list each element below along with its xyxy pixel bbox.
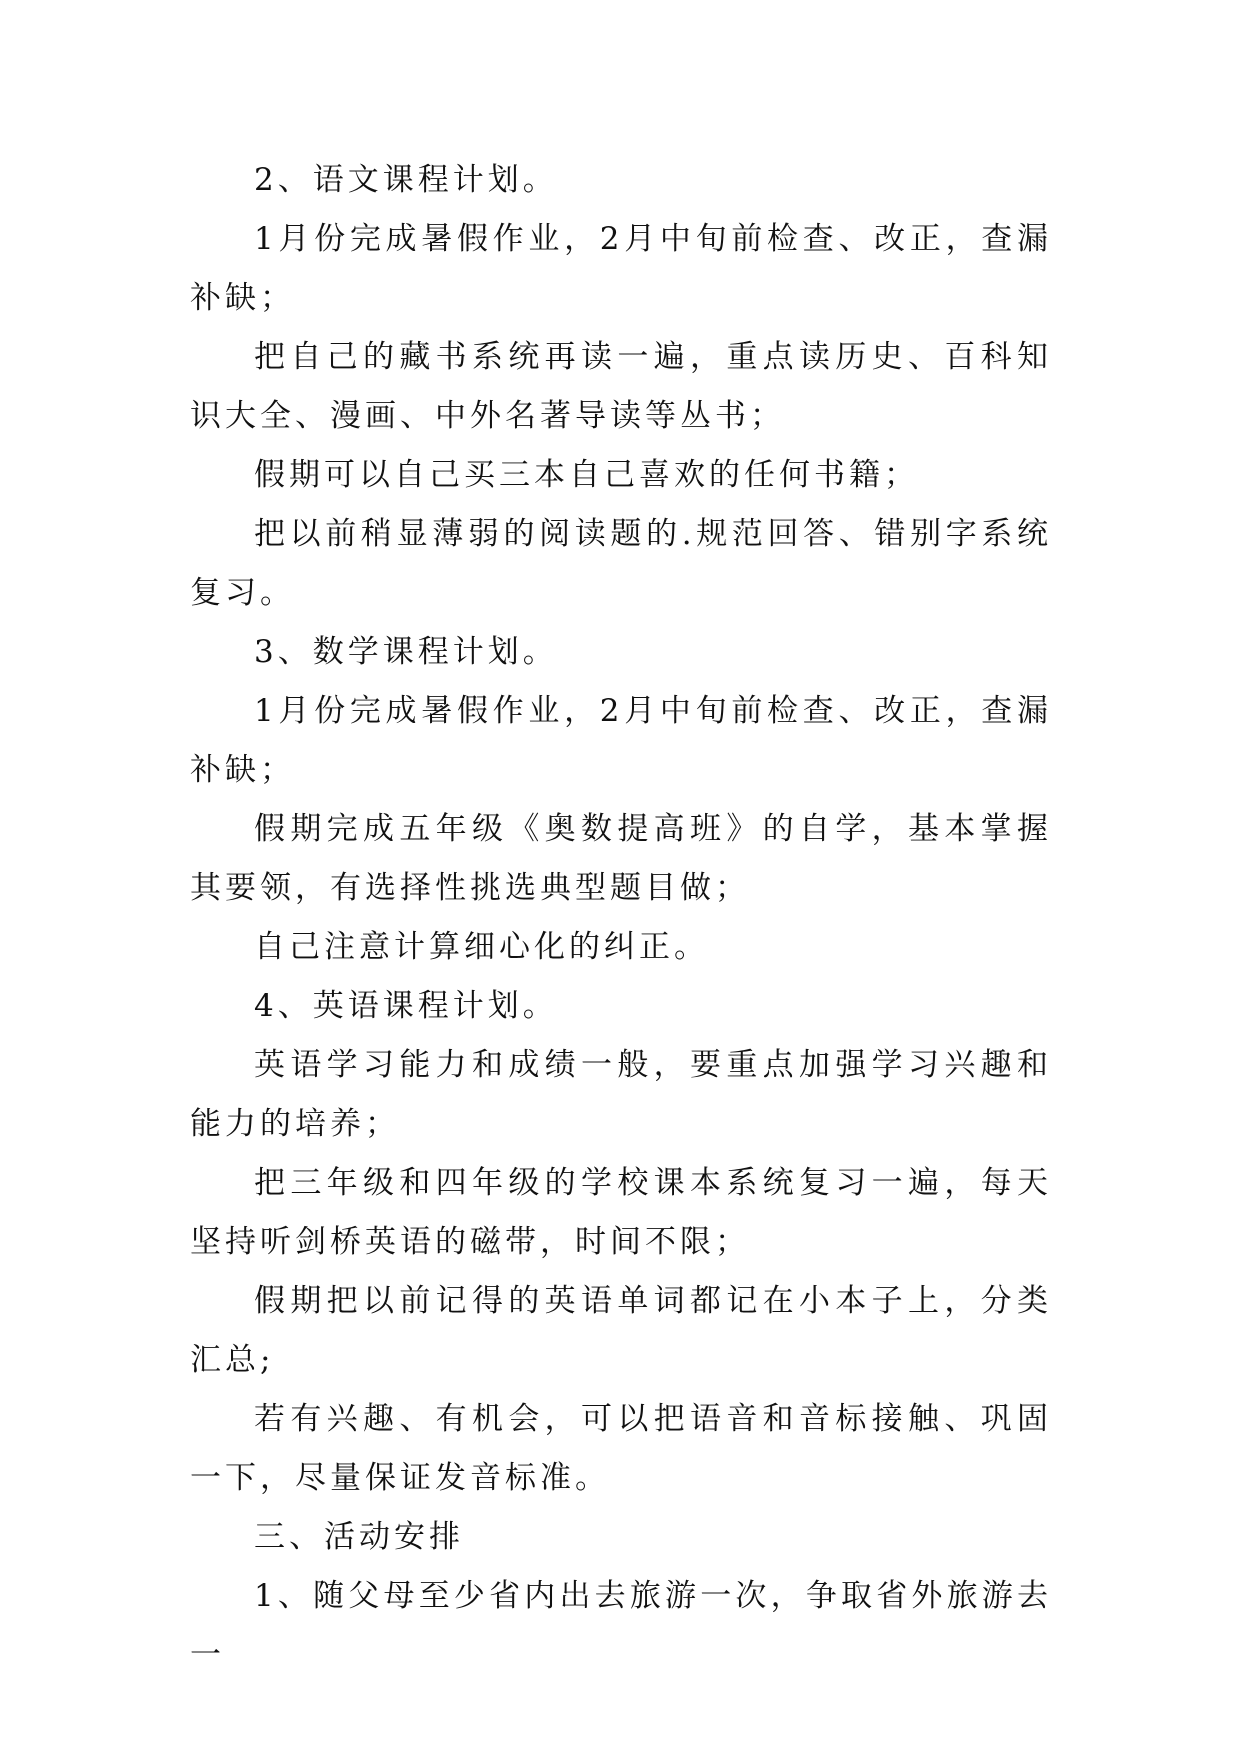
paragraph-english-phonetics: 若有兴趣、有机会，可以把语音和音标接触、巩固一下，尽量保证发音标准。: [190, 1401, 1052, 1496]
paragraph-math-homework: 1月份完成暑假作业，2月中旬前检查、改正，查漏补缺；: [190, 693, 1052, 788]
section-heading-english: 4、英语课程计划。: [254, 988, 558, 1024]
paragraph-math-olympiad: 假期完成五年级《奥数提高班》的自学，基本掌握其要领，有选择性挑选典型题目做；: [190, 811, 1052, 906]
paragraph-chinese-books: 假期可以自己买三本自己喜欢的任何书籍；: [254, 457, 919, 493]
paragraph-chinese-review: 把以前稍显薄弱的阅读题的.规范回答、错别字系统复习。: [190, 516, 1052, 611]
paragraph-chinese-reading: 把自己的藏书系统再读一遍，重点读历史、百科知识大全、漫画、中外名著导读等丛书；: [190, 339, 1052, 434]
section-heading-math: 3、数学课程计划。: [254, 634, 558, 670]
document-body: [190, 151, 1052, 1685]
paragraph-english-vocabulary: 假期把以前记得的英语单词都记在小本子上，分类汇总;: [190, 1283, 1052, 1378]
section-heading-chinese: 2、语文课程计划。: [254, 162, 558, 198]
paragraph-english-review: 把三年级和四年级的学校课本系统复习一遍，每天坚持听剑桥英语的磁带，时间不限；: [190, 1165, 1052, 1260]
paragraph-chinese-homework: 1月份完成暑假作业，2月中旬前检查、改正，查漏补缺；: [190, 221, 1052, 316]
paragraph-activities-travel: 1、随父母至少省内出去旅游一次，争取省外旅游去一: [190, 1578, 1052, 1673]
paragraph-english-interest: 英语学习能力和成绩一般，要重点加强学习兴趣和能力的培养；: [190, 1047, 1052, 1142]
section-heading-activities: 三、活动安排: [254, 1519, 464, 1555]
paragraph-math-calculation: 自己注意计算细心化的纠正。: [254, 929, 709, 965]
